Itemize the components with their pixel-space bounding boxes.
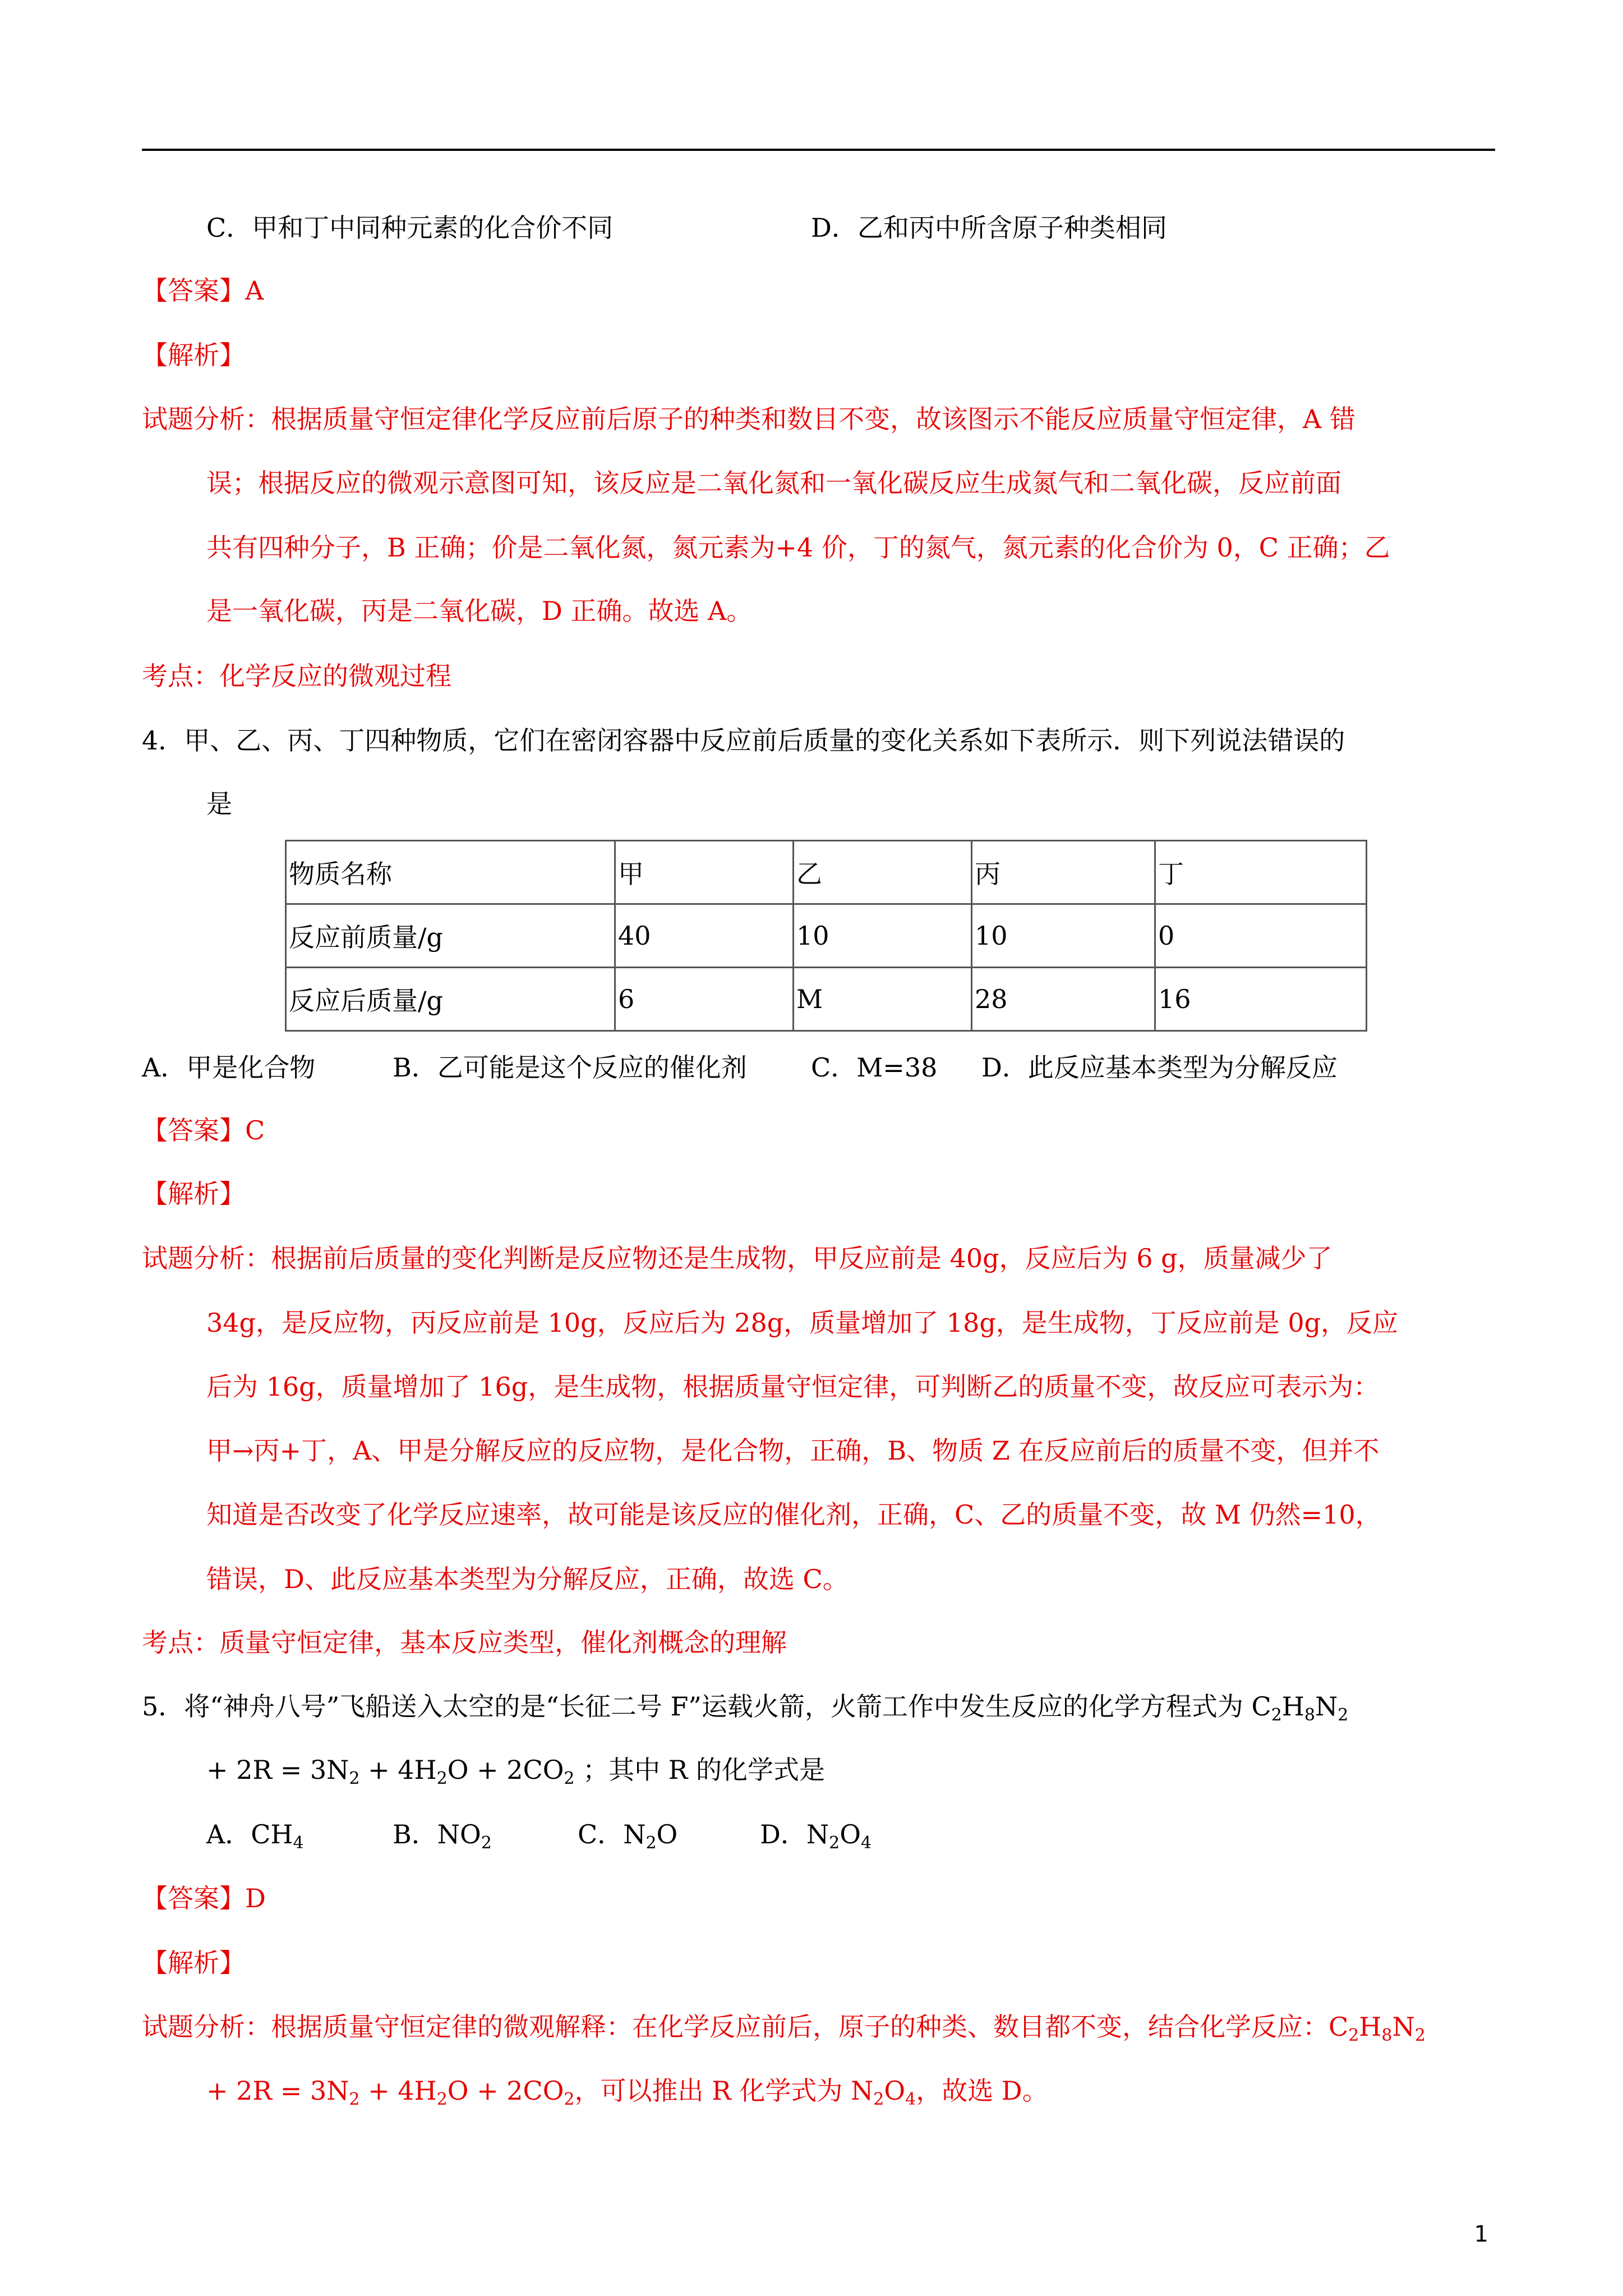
table-cell: 反应前质量/g [286,904,615,968]
table-cell: 乙 [794,841,972,904]
q3-option-d: D．乙和丙中所含原子种类相同 [811,213,1167,243]
q4-answer: 【答案】C [142,1115,265,1145]
table-cell: 反应后质量/g [286,968,615,1031]
q4-option-d: D．此反应基本类型为分解反应 [981,1052,1338,1083]
q3-kaodian: 考点：化学反应的微观过程 [142,661,451,691]
table-row [286,968,1367,1031]
q5-analysis-line: 试题分析：根据质量守恒定律的微观解释：在化学反应前后，原子的种类、数目都不变，结合化学反应：$C_2H_8N_2$ [142,2012,1426,2045]
q5-stem-text: 5．将“神舟八号”飞船送入太空的是“长征二号 F”运载火箭，火箭工作中发生反应的化学方程式为 C [142,1691,1271,1722]
q4-stem: 4．甲、乙、丙、丁四种物质，它们在密闭容器中反应前后质量的变化关系如下表所示．则下列说法错误的 [142,725,1345,756]
table-cell: 16 [1155,968,1367,1031]
q5-equation: + $2R = 3N_2 + 4H_2O + 2CO_2$ ；其中 R 的化学式是 [206,1755,826,1788]
q5-stem: 5．将“神舟八号”飞船送入太空的是“长征二号 F”运载火箭，火箭工作中发生反应的化学方程式为 $C_2H_8N_2$ [142,1691,1349,1725]
table-cell: 丁 [1155,841,1367,904]
table-cell: 40 [615,904,794,968]
q4-analysis-line: 试题分析：根据前后质量的变化判断是反应物还是生成物，甲反应前是 40g，反应后为 6 g，质量减少了 [142,1243,1332,1273]
mass-table [285,840,1367,1032]
q4-kaodian: 考点：质量守恒定律，基本反应类型，催化剂概念的理解 [142,1627,787,1658]
q4-analysis-heading: 【解析】 [142,1179,245,1209]
q5-stem-tail: ；其中 R 的化学式是 [583,1755,826,1785]
q3-analysis-line: 误；根据反应的微观示意图可知，该反应是二氧化氮和一氧化碳反应生成氮气和二氧化碳，反应前面 [206,468,1341,498]
table-cell: 10 [794,904,972,968]
q3-analysis-heading: 【解析】 [142,340,245,370]
q5-option-a: A．$CH_4$ [206,1819,304,1853]
q4-analysis-line: 甲→丙+丁，A、甲是分解反应的反应物，是化合物，正确，B、物质 Z 在反应前后的质量不变，但并不 [206,1435,1380,1466]
table-cell: 甲 [615,841,794,904]
table-row [286,904,1367,968]
q5-option-c: C．$N_2O$ [578,1819,678,1853]
table-cell: 6 [615,968,794,1031]
q4-stem-cont: 是 [206,789,232,819]
table-cell: 28 [972,968,1155,1031]
q4-analysis-line: 错误，D、此反应基本类型为分解反应，正确，故选 C。 [206,1564,849,1594]
table-header-row [286,841,1367,904]
q5-option-b: B．$NO_2$ [393,1819,492,1853]
q5-answer: 【答案】D [142,1883,266,1913]
q3-option-c: C．甲和丁中同种元素的化合价不同 [206,213,614,243]
q5-analysis-heading: 【解析】 [142,1948,245,1978]
q4-analysis-line: 知道是否改变了化学反应速率，故可能是该反应的催化剂，正确，C、乙的质量不变，故 M 仍然=10， [206,1499,1381,1530]
header-rule [142,149,1495,151]
q5-option-d: D．$N_2O_4$ [760,1819,872,1853]
q4-option-c: C．M=38 [811,1052,938,1083]
q3-analysis-line: 共有四种分子，B 正确；价是二氧化氮，氮元素为+4 价，丁的氮气，氮元素的化合价为 0，C 正确；乙 [206,532,1390,563]
q3-answer: 【答案】A [142,275,264,306]
page-number: 1 [1474,2221,1488,2247]
q3-analysis-line: 试题分析：根据质量守恒定律化学反应前后原子的种类和数目不变，故该图示不能反应质量守恒定律，A 错 [142,404,1355,434]
table-cell: 0 [1155,904,1367,968]
q4-option-a: A．甲是化合物 [142,1052,316,1083]
q5-analysis-line: + $2R = 3N_2 + 4H_2O + 2CO_2$，可以推出 R 化学式为 $N_2O_4$，故选 D。 [206,2076,1048,2109]
q3-analysis-line: 是一氧化碳，丙是二氧化碳，D 正确。故选 A。 [206,596,753,626]
table-cell: 10 [972,904,1155,968]
q4-analysis-line: 34g，是反应物，丙反应前是 10g，反应后为 28g，质量增加了 18g，是生成物，丁反应前是 0g，反应 [206,1308,1399,1338]
q4-analysis-line: 后为 16g，质量增加了 16g，是生成物，根据质量守恒定律，可判断乙的质量不变，故反应可表示为： [206,1372,1380,1402]
table-cell: 物质名称 [286,841,615,904]
q4-option-b: B．乙可能是这个反应的催化剂 [393,1052,747,1083]
table-cell: 丙 [972,841,1155,904]
table-cell: M [794,968,972,1031]
